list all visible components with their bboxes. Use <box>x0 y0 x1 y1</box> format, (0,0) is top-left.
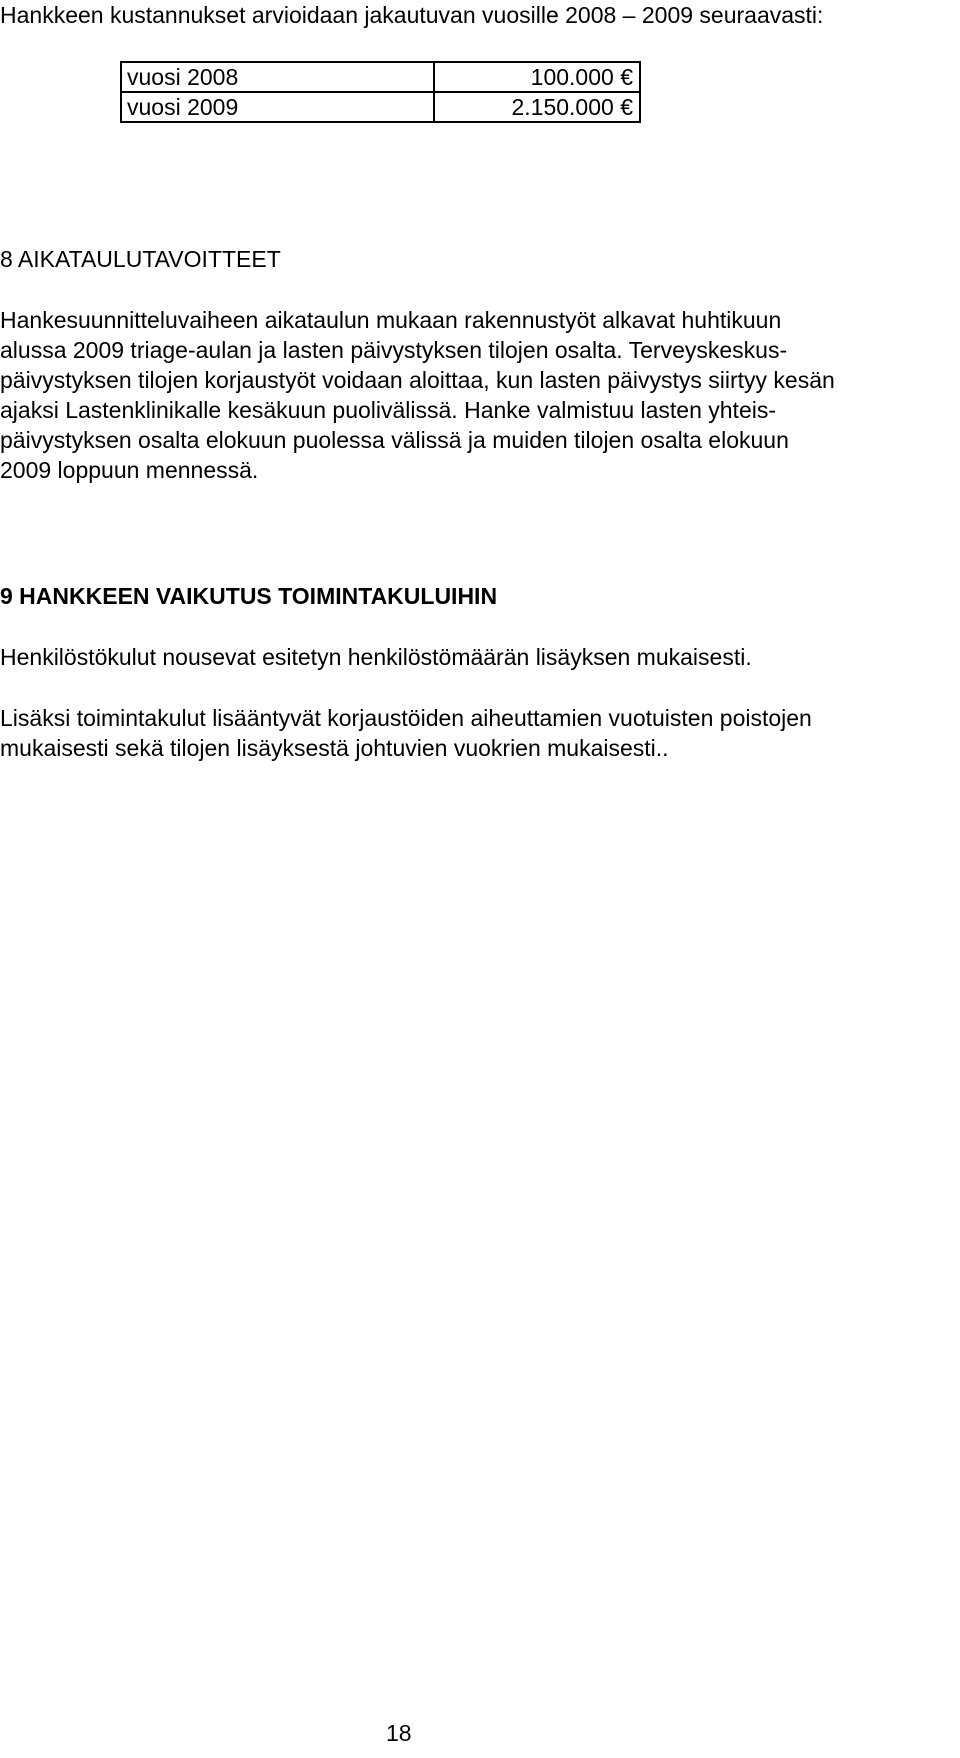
paragraph-line: Henkilöstökulut nousevat esitetyn henkilöstömäärän lisäyksen mukaisesti. <box>0 644 752 670</box>
table-row <box>121 92 640 122</box>
cost-table <box>120 61 641 123</box>
section-heading-schedule: 8 AIKATAULUTAVOITTEET <box>0 246 281 272</box>
staff-costs-paragraph <box>0 642 960 672</box>
paragraph-line: alussa 2009 triage-aulan ja lasten päivystyksen tilojen osalta. Terveyskeskus- <box>0 337 788 363</box>
cost-amount-cell: 2.150.000 € <box>434 92 640 122</box>
intro-text: Hankkeen kustannukset arvioidaan jakautuvan vuosille 2008 – 2009 seuraavasti: <box>0 2 824 28</box>
paragraph-line: päivystyksen tilojen korjaustyöt voidaan aloittaa, kun lasten päivystys siirtyy kesän <box>0 367 835 393</box>
paragraph-line: ajaksi Lastenklinikalle kesäkuun puolivälissä. Hanke valmistuu lasten yhteis- <box>0 397 777 423</box>
table-row <box>121 62 640 92</box>
cost-amount-cell: 100.000 € <box>434 62 640 92</box>
operating-costs-paragraph <box>0 703 960 763</box>
cost-year-cell: vuosi 2008 <box>121 62 434 92</box>
paragraph-line: Lisäksi toimintakulut lisääntyvät korjaustöiden aiheuttamien vuotuisten poistojen <box>0 705 812 731</box>
section-heading-operating-costs: 9 HANKKEEN VAIKUTUS TOIMINTAKULUIHIN <box>0 583 498 609</box>
schedule-paragraph <box>0 305 960 485</box>
paragraph-line: Hankesuunnitteluvaiheen aikataulun mukaan rakennustyöt alkavat huhtikuun <box>0 307 782 333</box>
paragraph-line: päivystyksen osalta elokuun puolessa välissä ja muiden tilojen osalta elokuun <box>0 427 789 453</box>
page-number: 18 <box>386 1720 412 1746</box>
paragraph-line: mukaisesti sekä tilojen lisäyksestä johtuvien vuokrien mukaisesti.. <box>0 735 669 761</box>
cost-year-cell: vuosi 2009 <box>121 92 434 122</box>
paragraph-line: 2009 loppuun mennessä. <box>0 457 259 483</box>
